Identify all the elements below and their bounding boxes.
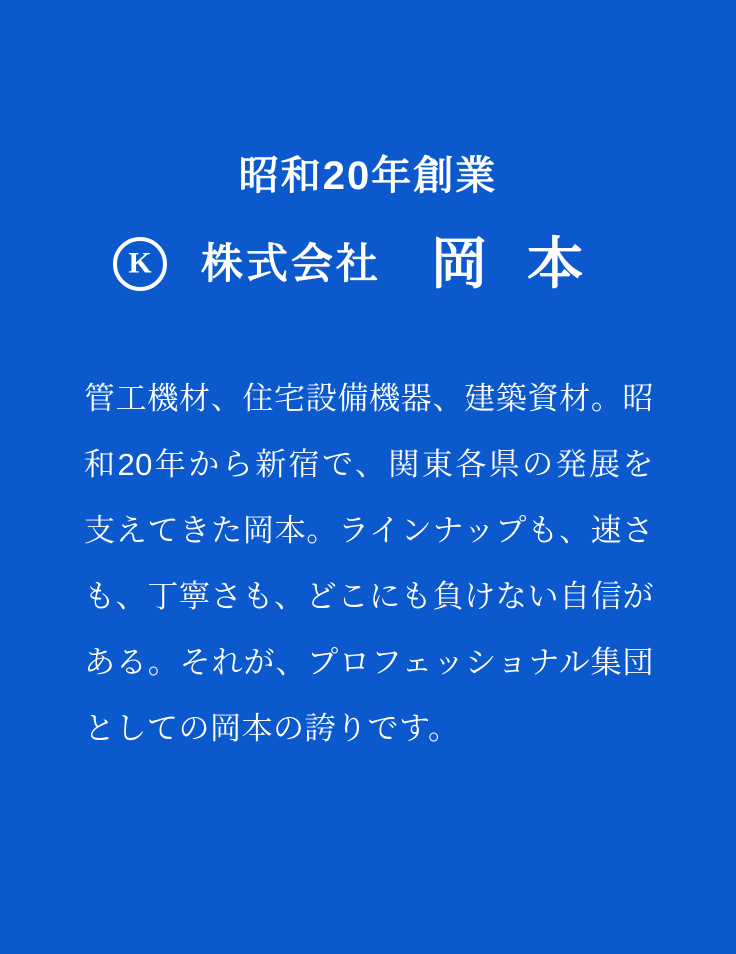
logo-mark-letter: K [128,246,152,280]
company-name: 岡本 [431,232,623,295]
company-prefix: 株式会社 [200,240,381,287]
description-block [84,366,654,762]
description-text: 管工機材、住宅設備機器、建築資材。昭和20年から新宿で、関東各県の発展を支えてきた岡本。ラインナップも、速さも、丁寧さも、どこにも負けない自信がある。それが、プロフェッショナル集団としての岡本の誇りです。 [84,381,654,746]
company-logo-lockup [0,232,736,295]
circle-k-logo-icon [113,237,167,291]
tagline: 昭和20年創業 [238,154,498,198]
